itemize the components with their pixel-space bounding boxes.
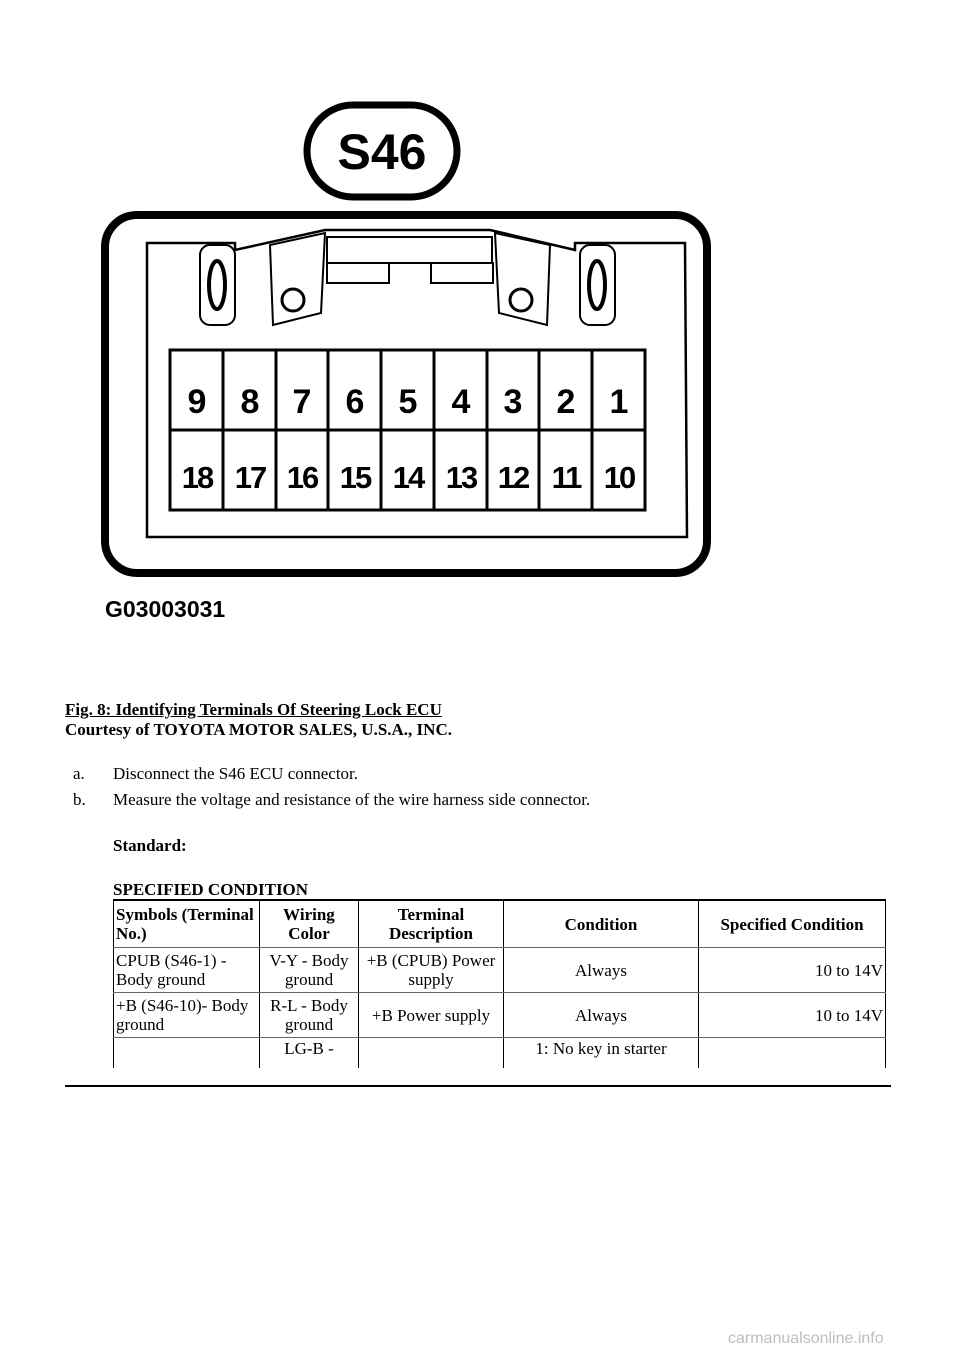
terminal-4: 4 [451, 383, 471, 421]
image-code: G03003031 [105, 596, 226, 622]
terminal-3: 3 [503, 383, 523, 421]
cell-terminal: +B Power supply [359, 993, 504, 1038]
terminal-10: 10 [603, 460, 635, 495]
terminal-2: 2 [556, 383, 576, 421]
specified-condition-table [113, 899, 886, 1068]
terminal-6: 6 [345, 383, 365, 421]
cell-specified: 10 to 14V [699, 948, 886, 993]
terminal-14: 14 [392, 460, 424, 495]
header-specified: Specified Condition [699, 900, 886, 948]
cell-symbols [114, 1038, 260, 1069]
cell-condition: 1: No key in starter [504, 1038, 699, 1069]
header-symbols: Symbols (Terminal No.) [114, 900, 260, 948]
connector-label: S46 [337, 124, 427, 180]
cell-wiring: R-L - Body ground [260, 993, 359, 1038]
footer-watermark: carmanualsonline.info [728, 1330, 884, 1347]
header-condition: Condition [504, 900, 699, 948]
cell-terminal: +B (CPUB) Power supply [359, 948, 504, 993]
step-text: Measure the voltage and resistance of the wire harness side connector. [113, 790, 591, 809]
step-marker: a. [73, 764, 85, 783]
cell-condition: Always [504, 948, 699, 993]
connector-latch [327, 237, 492, 263]
cell-wiring: V-Y - Body ground [260, 948, 359, 993]
standard-label: Standard: [113, 836, 187, 855]
terminal-15: 15 [339, 460, 371, 495]
figure-caption: Fig. 8: Identifying Terminals Of Steering Lock ECU [65, 700, 442, 719]
cell-symbols: +B (S46-10)- Body ground [114, 993, 260, 1038]
header-terminal: Terminal Description [359, 900, 504, 948]
step-text: Disconnect the S46 ECU connector. [113, 764, 359, 783]
header-wiring: Wiring Color [260, 900, 359, 948]
cell-wiring: LG-B - [260, 1038, 359, 1069]
connector-label-badge [307, 105, 457, 197]
terminal-1: 1 [609, 383, 629, 421]
table-row [114, 948, 886, 993]
terminal-8: 8 [240, 383, 260, 421]
cell-terminal [359, 1038, 504, 1069]
terminal-11: 11 [551, 460, 581, 495]
terminal-18: 18 [181, 460, 213, 495]
cell-specified [699, 1038, 886, 1069]
connector-diagram [95, 85, 720, 630]
cell-specified: 10 to 14V [699, 993, 886, 1038]
table-title: SPECIFIED CONDITION [113, 880, 309, 899]
terminal-7: 7 [292, 383, 312, 421]
table-header-row [114, 900, 886, 948]
right-guide-post [580, 245, 615, 325]
table-row [114, 993, 886, 1038]
terminal-16: 16 [286, 460, 318, 495]
terminal-9: 9 [187, 383, 207, 421]
terminal-12: 12 [497, 460, 529, 495]
table-row [114, 1038, 886, 1069]
terminal-5: 5 [398, 383, 418, 421]
cell-condition: Always [504, 993, 699, 1038]
figure-courtesy: Courtesy of TOYOTA MOTOR SALES, U.S.A., INC. [65, 720, 452, 739]
terminal-17: 17 [234, 460, 266, 495]
cell-symbols: CPUB (S46-1) - Body ground [114, 948, 260, 993]
left-guide-post [200, 245, 235, 325]
step-marker: b. [73, 790, 86, 809]
terminal-13: 13 [445, 460, 477, 495]
page-divider [65, 1085, 891, 1087]
